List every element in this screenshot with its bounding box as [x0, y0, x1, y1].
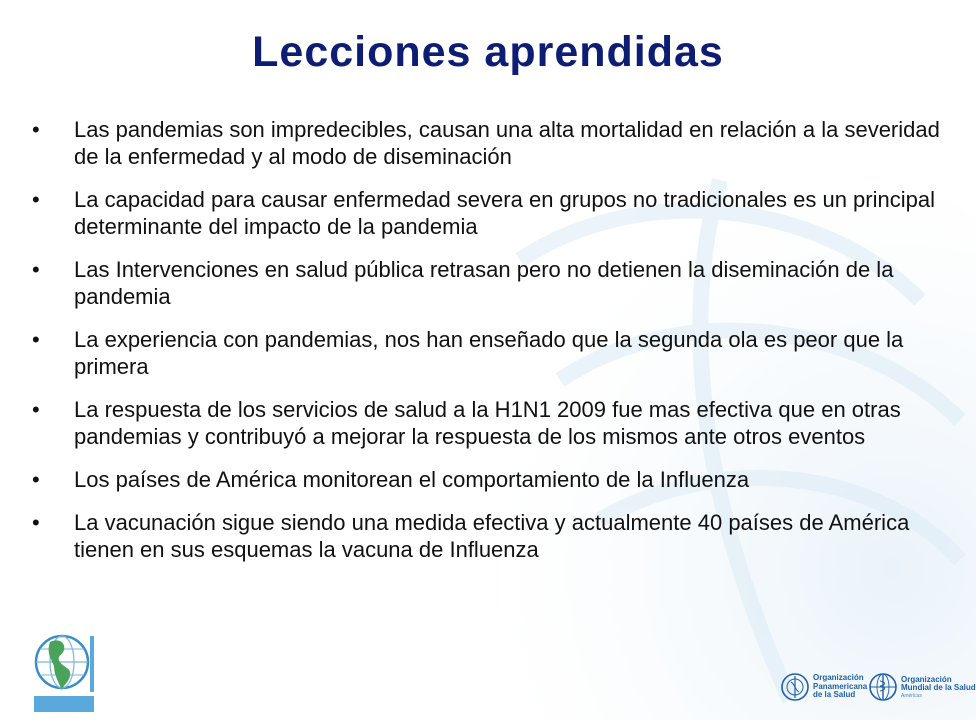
paho-name-line: Panamericana [813, 681, 868, 691]
bullet-item [32, 466, 950, 493]
bullet-item [32, 396, 950, 450]
bullet-item [32, 116, 950, 170]
bullet-marker: • [32, 327, 40, 352]
bullet-marker: • [32, 467, 40, 492]
bullet-text: Las pandemias son impredecibles, causan una alta mortalidad en relación a la severidad de la enfermedad y al modo de diseminación [74, 117, 940, 169]
bullet-text: Los países de América monitorean el comportamiento de la Influenza [74, 467, 750, 492]
paho-name-line: Organización [813, 673, 864, 683]
bullet-item [32, 509, 950, 563]
bullet-item [32, 256, 950, 310]
paho-name-line: de la Salud [813, 690, 856, 700]
americas-globe-icon [32, 622, 100, 714]
bullet-text: Las Intervenciones en salud pública retrasan pero no detienen la diseminación de la pandemia [74, 257, 894, 309]
bullet-text: La experiencia con pandemias, nos han enseñado que la segunda ola es peor que la primera [74, 327, 904, 379]
bullet-text: La respuesta de los servicios de salud a la H1N1 2009 fue mas efectiva que en otras pandemias y contribuyó a mejorar la respuesta de los mismos ante otros eventos [74, 397, 901, 449]
bullet-marker: • [32, 510, 40, 535]
who-name-line: Organización [901, 674, 952, 684]
bullet-list [32, 116, 950, 579]
paho-emblem-icon [780, 672, 810, 702]
bullet-marker: • [32, 397, 40, 422]
paho-name [813, 674, 867, 700]
bullet-marker: • [32, 117, 40, 142]
bullet-marker: • [32, 187, 40, 212]
bullet-item [32, 186, 950, 240]
paho-logo [780, 672, 867, 702]
who-name [901, 676, 976, 699]
who-name-line: Mundial de la Salud [901, 683, 976, 692]
slide-title: Lecciones aprendidas [252, 28, 724, 76]
bullet-text: La vacunación sigue siendo una medida efectiva y actualmente 40 países de América tienen en sus esquemas la vacuna de Influenza [74, 510, 910, 562]
bullet-item [32, 326, 950, 380]
bullet-text: La capacidad para causar enfermedad severa en grupos no tradicionales es un principal determinante del impacto de la pandemia [74, 187, 935, 239]
who-region-line: Américas [901, 692, 922, 699]
bullet-marker: • [32, 257, 40, 282]
who-logo [868, 672, 976, 702]
who-emblem-icon [868, 672, 898, 702]
